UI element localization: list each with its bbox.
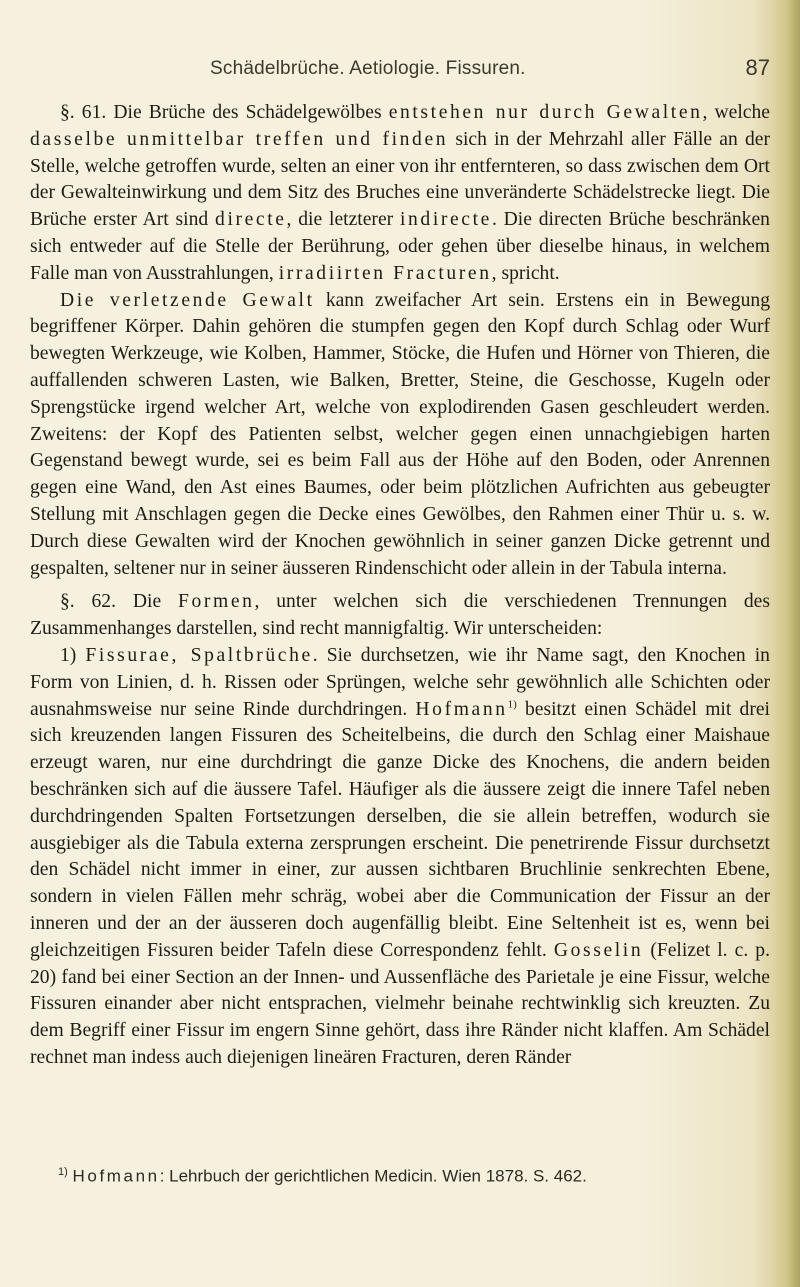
section-61-number: §. 61. xyxy=(60,102,107,123)
page-header xyxy=(210,55,770,86)
section-62-number: §. 62. xyxy=(60,591,117,613)
section-62-item-1 xyxy=(30,643,770,1072)
text-run: , welche xyxy=(702,102,770,123)
text-run: Die xyxy=(132,591,162,613)
emphasis-run: indirecte xyxy=(399,209,492,231)
running-head: Schädelbrüche. Aetiologie. Fissuren. xyxy=(210,58,526,79)
section-61-paragraph-2 xyxy=(30,288,770,583)
page-number: 87 xyxy=(745,55,770,80)
item-number: 1) xyxy=(60,644,77,666)
page-edge-shading xyxy=(774,0,800,1287)
text-run: , die letzterer xyxy=(286,209,394,231)
footnote-reference: 1) xyxy=(507,698,517,710)
emphasis-run: Die verletzende Gewalt xyxy=(60,289,315,311)
footnote-mark: 1) xyxy=(58,1166,68,1178)
emphasis-run: irradiirten Fracturen xyxy=(278,262,492,284)
text-run: Die Brüche des Schädelgewölbes xyxy=(113,102,382,123)
text-run: sich in der Mehrzahl aller Fälle an der Stelle, welche getroffen wurde, selten an einer von ihr entfernteren, so dass zwischen dem Ort der Gewalteinwirkung und dem Sitz des Bruches eine unveränderte Schädelstrecke liegt. Die Brüche erster Art sind xyxy=(30,128,770,231)
text-run: kann zweifacher Art sein. Erstens ein in Bewegung begriffener Körper. Dahin gehören die stumpfen gegen den Kopf durch Schlag oder Wurf bewegten Werkzeuge, wie Kolben, Hammer, Stöcke, die Hufen und Hörner von Thieren, die auffallenden schweren Lasten, wie Balken, Bretter, Steine, die Geschosse, Kugeln oder Sprengstücke irgend welcher Art, welche von explodirenden Gasen geschleudert werden. Zweitens: der Kopf des Patienten selbst, welcher gegen einen unnachgiebigen harten Gegenstand bewegt wurde, sei es beim Fall aus der Höhe auf den Boden, oder Anrennen gegen eine Wand, den Ast eines Baumes, oder beim plötzlichen Aufrichten aus gebeugter Stellung mit Anschlagen gegen die Decke eines Gewölbes, den Rahmen einer Thür u. s. w. Durch diese Gewalten wird der Knochen gewöhnlich in seiner ganzen Dicke getrennt und gespalten, seltener nur in seiner äusseren Rindenschicht oder allein in der Tabula interna. xyxy=(30,289,770,579)
text-run: , unter welchen sich die verschiedenen Trennungen des Zusammenhanges darstellen, sind recht mannigfaltig. Wir unterscheiden: xyxy=(30,591,771,640)
text-run: . Die directen Brüche beschränken sich entweder auf die Stelle der Berührung, oder gehen über dieselbe hinaus, in welchem Falle man von Ausstrahlungen, xyxy=(30,209,770,284)
text-run: (Felizet l. c. p. 20) fand bei einer Section an der Innen- und Aussenfläche des Parietale je eine Fissur, welche Fissuren einander aber nicht entsprachen, vielmehr beinahe rechtwinklig sich kreuzten. Zu dem Begriff einer Fissur im engern Sinne gehört, dass ihre Ränder nicht klaffen. Am Schädel rechnet man indess auch diejenigen lineären Fracturen, deren Ränder xyxy=(30,939,770,1068)
footnote xyxy=(58,1166,758,1187)
emphasis-run: Fissurae, Spaltbrüche xyxy=(85,644,313,666)
section-62-paragraph-1 xyxy=(30,589,770,643)
text-run: . Sie durchsetzen, wie ihr Name sagt, den Knochen in Form von Linien, d. h. Rissen oder Sprüngen, welche sehr gewöhnlich alle Schichten oder ausnahmsweise nur seine Rinde durchdringen. xyxy=(30,644,770,720)
section-61-paragraph-1 xyxy=(30,100,770,288)
body-text xyxy=(30,100,770,1072)
emphasis-run: entstehen nur durch Gewalten xyxy=(388,102,703,123)
text-run: besitzt einen Schädel mit drei sich kreuzenden langen Fissuren des Scheitelbeins, die durch den Schlag einer Maishaue erzeugt waren, nur eine durchdringt die ganze Dicke des Knochens, die andern beiden beschränken sich auf die äussere Tafel. Häufiger als die äussere zeigt die innere Tafel neben durchdringenden Spalten Fortsetzungen derselben, die sie allein betreffen, wodurch sie ausgiebiger als die Tabula externa zersprungen erscheint. Die penetrirende Fissur durchsetzt den Schädel nicht immer in einer, zur aussen sichtbaren Bruchlinie senkrechten Ebene, sondern in vielen Fällen mehr schräg, wobei aber die Communication der Fissur an der inneren und der an der äusseren doch augenfällig bleibt. Eine Seltenheit ist es, wenn bei gleichzeitigen Fissuren beider Tafeln diese Correspondenz fehlt. xyxy=(30,698,770,961)
text-run: , spricht. xyxy=(491,262,560,284)
footnote-text: : Lehrbuch der gerichtlichen Medicin. Wien 1878. S. 462. xyxy=(159,1166,587,1186)
emphasis-run: directe xyxy=(215,209,287,231)
author-name: Gosselin xyxy=(553,939,644,961)
emphasis-run: Formen xyxy=(177,591,255,613)
author-name: Hofmann xyxy=(415,698,508,720)
emphasis-run: dasselbe unmittelbar treffen und finden xyxy=(30,128,449,150)
footnote-author: Hofmann xyxy=(72,1166,160,1186)
